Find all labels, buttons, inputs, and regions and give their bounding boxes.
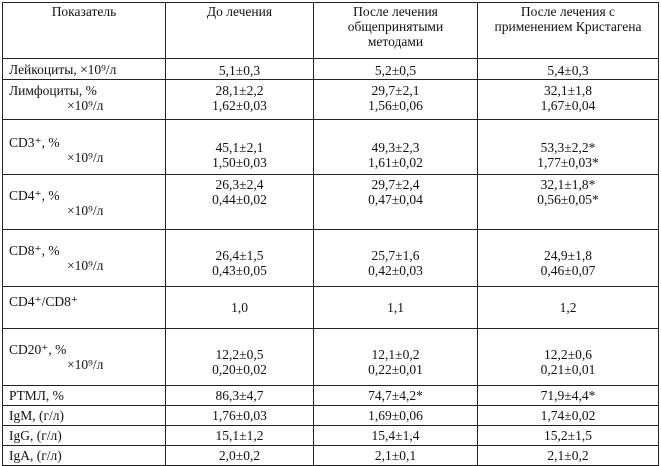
cell-value bbox=[166, 329, 314, 386]
cell-value: 1,2 bbox=[478, 287, 659, 329]
row-label: IgG, (г/л) bbox=[3, 426, 166, 446]
table-row bbox=[3, 287, 659, 329]
row-label bbox=[3, 120, 166, 175]
table-row bbox=[3, 329, 659, 386]
row-label bbox=[3, 175, 166, 230]
header-row bbox=[3, 3, 659, 59]
header-after-kristagen: После лечения с применением Кристагена bbox=[478, 3, 659, 59]
cell-value: 5,1±0,3 bbox=[166, 59, 314, 80]
row-label-unit: ×10⁹/л bbox=[67, 203, 104, 218]
value-abs: 0,21±0,01 bbox=[540, 362, 596, 377]
cell-value bbox=[478, 120, 659, 175]
table-row bbox=[3, 230, 659, 287]
table-row bbox=[3, 386, 659, 406]
row-label-unit: ×10⁹/л bbox=[67, 357, 104, 372]
value-percent: 12,2±0,6 bbox=[544, 347, 592, 362]
value-abs: 0,44±0,02 bbox=[212, 192, 267, 207]
cell-value bbox=[478, 80, 659, 120]
cell-value bbox=[166, 230, 314, 287]
cell-value: 2,0±0,2 bbox=[166, 446, 314, 466]
cell-value bbox=[314, 230, 478, 287]
cell-value: 1,69±0,06 bbox=[314, 406, 478, 426]
value-percent: 45,1±2,1 bbox=[215, 140, 264, 155]
value-percent: 29,7±2,4 bbox=[371, 177, 420, 192]
table-row bbox=[3, 59, 659, 80]
row-label: IgM, (г/л) bbox=[3, 406, 166, 426]
table-row bbox=[3, 426, 659, 446]
value-percent: 28,1±2,2 bbox=[215, 83, 264, 98]
table-row bbox=[3, 406, 659, 426]
cell-value bbox=[166, 120, 314, 175]
cell-value bbox=[478, 230, 659, 287]
value-abs: 0,46±0,07 bbox=[540, 263, 596, 278]
value-percent: 53,3±2,2* bbox=[540, 140, 596, 155]
cell-value: 15,2±1,5 bbox=[478, 426, 659, 446]
row-label bbox=[3, 80, 166, 120]
cell-value bbox=[314, 120, 478, 175]
cell-value: 74,7±4,2* bbox=[314, 386, 478, 406]
cell-value: 71,9±4,4* bbox=[478, 386, 659, 406]
cell-value bbox=[166, 175, 314, 230]
row-label-unit: ×10⁹/л bbox=[67, 258, 104, 273]
value-abs: 1,61±0,02 bbox=[368, 155, 423, 170]
value-percent: 29,7±2,1 bbox=[371, 83, 420, 98]
cell-value: 1,74±0,02 bbox=[478, 406, 659, 426]
cell-value: 1,76±0,03 bbox=[166, 406, 314, 426]
value-abs: 0,20±0,02 bbox=[212, 362, 267, 377]
value-percent: 26,4±1,5 bbox=[215, 248, 264, 263]
cell-value bbox=[166, 80, 314, 120]
cell-value: 15,4±1,4 bbox=[314, 426, 478, 446]
header-indicator: Показатель bbox=[3, 3, 166, 59]
row-label-main: CD20⁺, % bbox=[9, 342, 67, 357]
cell-value: 2,1±0,2 bbox=[478, 446, 659, 466]
value-abs: 1,50±0,03 bbox=[212, 155, 267, 170]
value-percent: 12,2±0,5 bbox=[215, 347, 264, 362]
cell-value bbox=[314, 175, 478, 230]
value-percent: 25,7±1,6 bbox=[371, 248, 420, 263]
row-label-main: CD4⁺, % bbox=[9, 188, 60, 203]
row-label-unit: ×10⁹/л bbox=[67, 98, 104, 113]
value-percent: 24,9±1,8 bbox=[544, 248, 592, 263]
value-abs: 0,47±0,04 bbox=[368, 192, 423, 207]
row-label-main: CD8⁺, % bbox=[9, 243, 60, 258]
value-abs: 0,22±0,01 bbox=[368, 362, 423, 377]
row-label bbox=[3, 230, 166, 287]
value-abs: 1,62±0,03 bbox=[212, 98, 267, 113]
cell-value: 86,3±4,7 bbox=[166, 386, 314, 406]
header-after-standard: После лечения общепринятыми методами bbox=[314, 3, 478, 59]
cell-value bbox=[478, 175, 659, 230]
value-abs: 0,42±0,03 bbox=[368, 263, 423, 278]
row-label: CD4⁺/CD8⁺ bbox=[3, 287, 166, 329]
cell-value bbox=[314, 80, 478, 120]
cell-value: 5,4±0,3 bbox=[478, 59, 659, 80]
table-row bbox=[3, 175, 659, 230]
value-percent: 12,1±0,2 bbox=[371, 347, 420, 362]
cell-value: 2,1±0,1 bbox=[314, 446, 478, 466]
value-percent: 32,1±1,8* bbox=[540, 177, 596, 192]
table-row bbox=[3, 80, 659, 120]
table-row bbox=[3, 446, 659, 466]
cell-value bbox=[314, 329, 478, 386]
value-abs: 0,56±0,05* bbox=[537, 192, 599, 207]
value-percent: 49,3±2,3 bbox=[371, 140, 420, 155]
results-table bbox=[2, 2, 659, 466]
value-abs: 0,43±0,05 bbox=[212, 263, 267, 278]
row-label-main: Лимфоциты, % bbox=[9, 83, 97, 98]
cell-value: 15,1±1,2 bbox=[166, 426, 314, 446]
cell-value bbox=[478, 329, 659, 386]
row-label-unit: ×10⁹/л bbox=[67, 150, 104, 165]
value-abs: 1,77±0,03* bbox=[537, 155, 599, 170]
row-label-main: CD3⁺, % bbox=[9, 135, 60, 150]
cell-value: 1,0 bbox=[166, 287, 314, 329]
header-before: До лечения bbox=[166, 3, 314, 59]
row-label bbox=[3, 329, 166, 386]
cell-value: 5,2±0,5 bbox=[314, 59, 478, 80]
row-label: IgA, (г/л) bbox=[3, 446, 166, 466]
value-abs: 1,56±0,06 bbox=[368, 98, 423, 113]
cell-value: 1,1 bbox=[314, 287, 478, 329]
value-percent: 32,1±1,8 bbox=[544, 83, 592, 98]
row-label: Лейкоциты, ×10⁹/л bbox=[3, 59, 166, 80]
row-label: РТМЛ, % bbox=[3, 386, 166, 406]
value-percent: 26,3±2,4 bbox=[215, 177, 264, 192]
table-row bbox=[3, 120, 659, 175]
value-abs: 1,67±0,04 bbox=[540, 98, 596, 113]
